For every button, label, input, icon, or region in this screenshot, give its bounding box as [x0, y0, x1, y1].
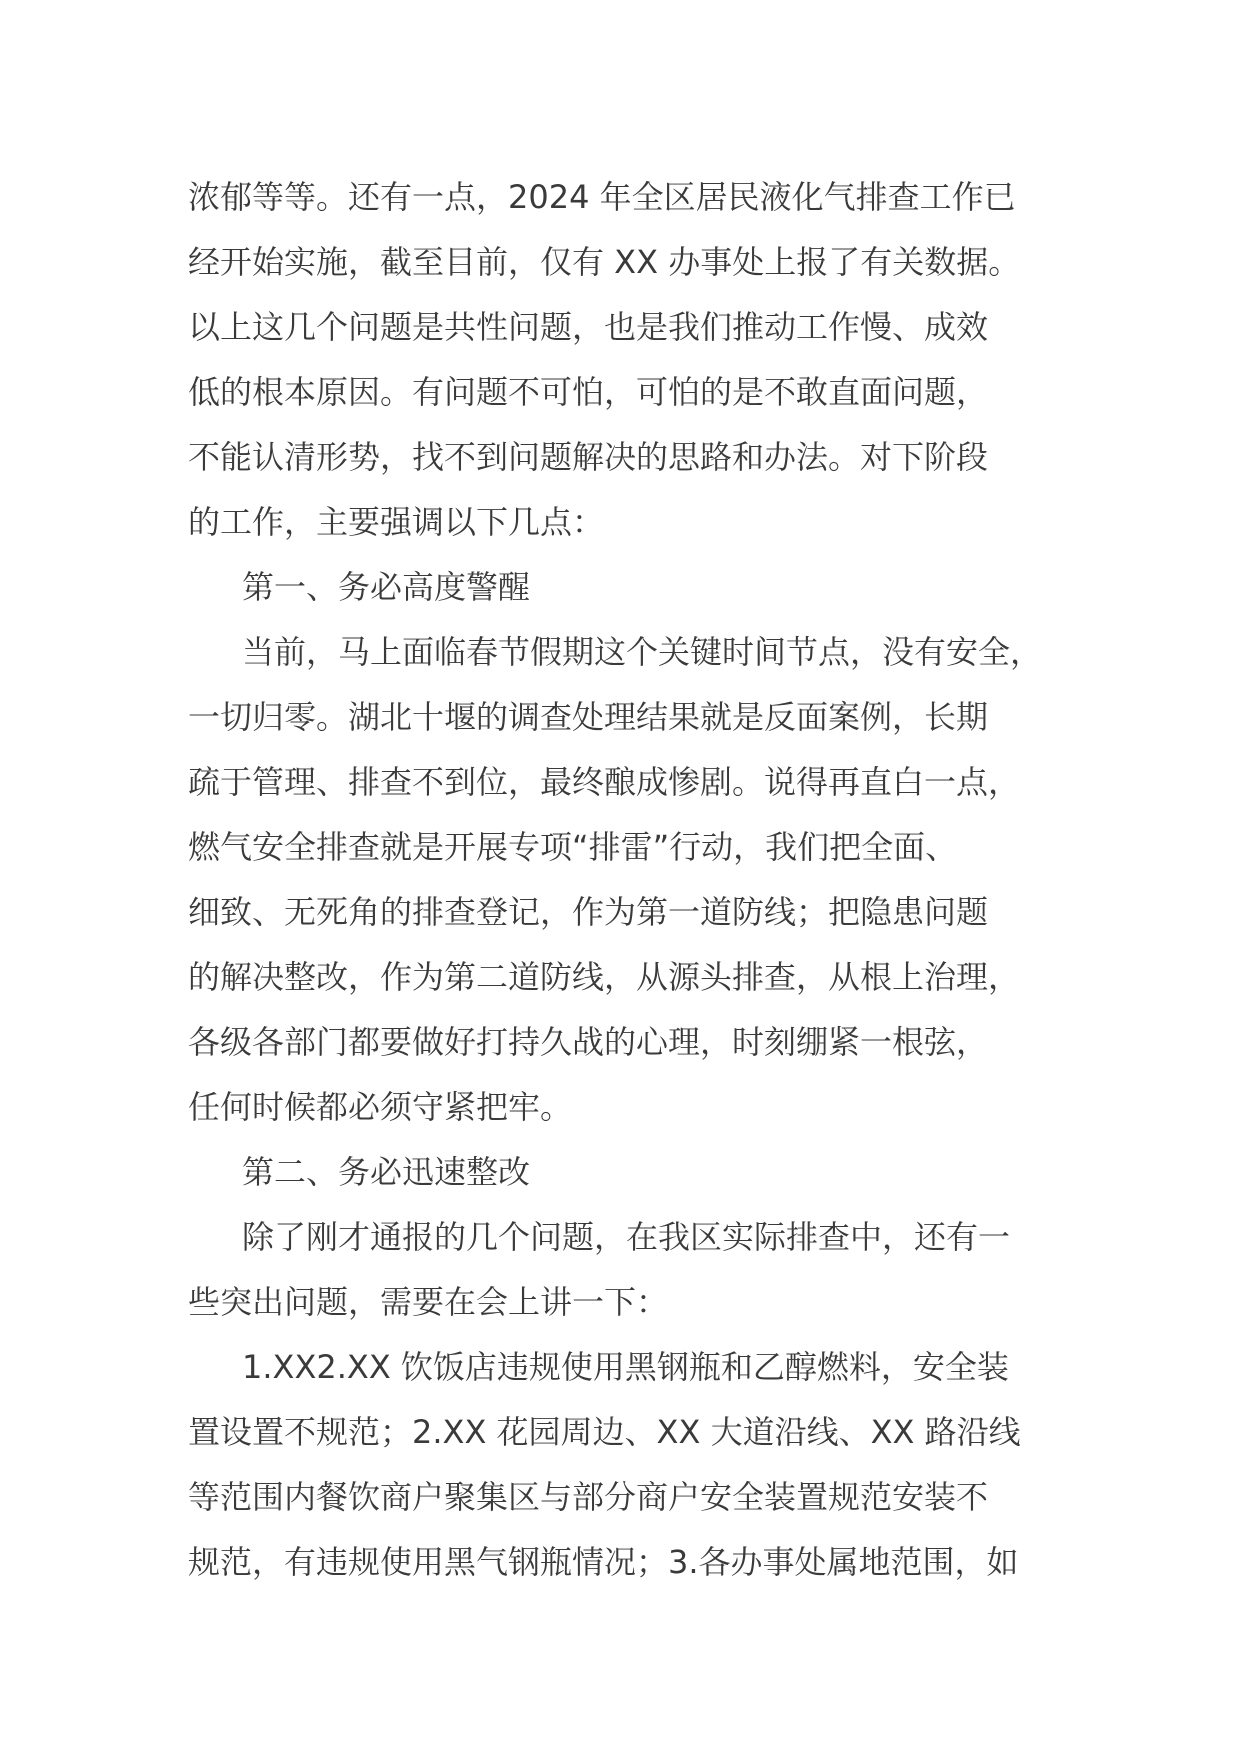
body-text — [188, 165, 1088, 1595]
section-heading: 第二、务必迅速整改 — [242, 1153, 531, 1191]
paragraph-line: 的工作，主要强调以下几点： — [188, 503, 605, 541]
paragraph-line: 燃气安全排查就是开展专项“排雷”行动，我们把全面、 — [188, 828, 958, 866]
paragraph-line: 任何时候都必须守紧把牢。 — [188, 1088, 573, 1126]
paragraph-line: 各级各部门都要做好打持久战的心理，时刻绷紧一根弦， — [188, 1023, 989, 1061]
paragraph-line: 一切归零。湖北十堰的调查处理结果就是反面案例，长期 — [188, 698, 989, 736]
paragraph-line: 1.XX2.XX 饮饭店违规使用黑钢瓶和乙醇燃料，安全装 — [242, 1348, 1009, 1386]
paragraph-line: 些突出问题，需要在会上讲一下： — [188, 1283, 669, 1321]
paragraph-line: 细致、无死角的排查登记，作为第一道防线；把隐患问题 — [188, 893, 989, 931]
paragraph-line: 等范围内餐饮商户聚集区与部分商户安全装置规范安装不 — [188, 1478, 989, 1516]
paragraph-line: 低的根本原因。有问题不可怕，可怕的是不敢直面问题， — [188, 373, 989, 411]
paragraph-line: 以上这几个问题是共性问题，也是我们推动工作慢、成效 — [188, 308, 989, 346]
paragraph-line: 的解决整改，作为第二道防线，从源头排查，从根上治理， — [188, 958, 1021, 996]
paragraph-line: 经开始实施，截至目前，仅有 XX 办事处上报了有关数据。 — [188, 243, 1021, 281]
paragraph-line: 疏于管理、排查不到位，最终酿成惨剧。说得再直白一点， — [188, 763, 1021, 801]
paragraph-line: 除了刚才通报的几个问题，在我区实际排查中，还有一 — [242, 1218, 1011, 1256]
paragraph-line: 置设置不规范；2.XX 花园周边、XX 大道沿线、XX 路沿线 — [188, 1413, 1021, 1451]
paragraph-line: 规范，有违规使用黑气钢瓶情况；3.各办事处属地范围，如 — [188, 1543, 1019, 1581]
paragraph-line: 不能认清形势，找不到问题解决的思路和办法。对下阶段 — [188, 438, 989, 476]
paragraph-line: 当前，马上面临春节假期这个关键时间节点，没有安全， — [242, 633, 1043, 671]
paragraph-line: 浓郁等等。还有一点，2024 年全区居民液化气排查工作已 — [188, 178, 1016, 216]
section-heading: 第一、务必高度警醒 — [242, 568, 531, 606]
